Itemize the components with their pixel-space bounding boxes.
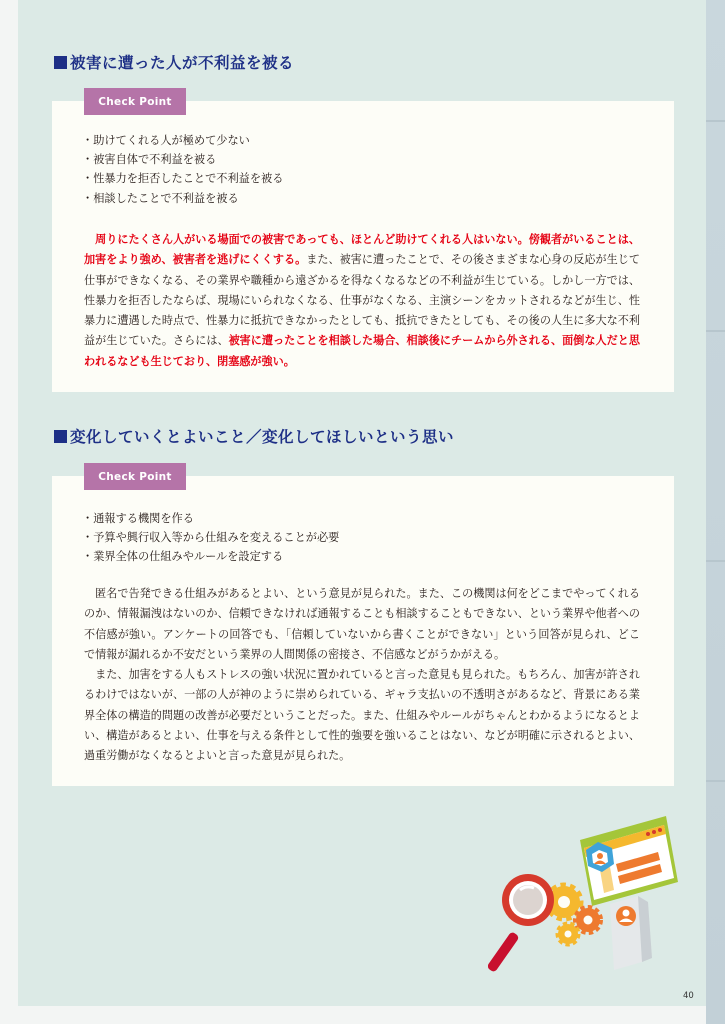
- list-item: ・予算や興行収入等から仕組みを変えることが必要: [82, 531, 340, 545]
- list-item: ・通報する機関を作る: [82, 512, 194, 525]
- side-strip: [706, 0, 725, 1024]
- checklist-2: [82, 509, 339, 567]
- section-heading-2: 変化していくとよいこと／変化してほしいという思い: [54, 425, 454, 447]
- body-text: 匿名で告発できる仕組みがあるとよい、という意見が見られた。また、この機関は何をどこまでやってくれるのか、情報漏洩はないのか、信頼できなければ通報することも相談することもできない、という業界や他者への不信感が強い。アンケートの回答でも、「信頼していないから書くことができない」という回答が見られ、どこで情報が漏れるか不安だという業界の人間関係の密接さ、不信感などがうかがえる。: [84, 587, 640, 661]
- check-point-badge: Check Point: [84, 463, 186, 490]
- magnifier-icon: [488, 874, 554, 973]
- body-text: また、加害をする人もストレスの強い状況に置かれていると言った意見も見られた。もちろん、加害が許されるわけではないが、一部の人が神のように崇められている、ギャラ支払いの不透明さがあるなど、背景にある業界全体の構造的問題の改善が必要だということだった。また、仕組みやルールがちゃんとわかるようになるとよい、構造があるとよい、仕事を与える条件として性的強要を強いることはない、などが明確に示されるとよい、過重労働がなくなるとよいと言った意見が見られた。: [84, 668, 640, 763]
- check-point-badge: Check Point: [84, 88, 186, 115]
- highlight-text: 被害に遭ったことを相談した場合、相談後にチームから外される、面倒な人だと思われるなども生じており、閉塞感が強い。: [84, 334, 640, 368]
- body-paragraph-1: [84, 230, 640, 372]
- square-bullet-icon: [54, 430, 67, 443]
- list-item: ・相談したことで不利益を被る: [82, 191, 239, 205]
- list-item: ・助けてくれる人が極めて少ない: [82, 134, 250, 147]
- body-text: また、被害に遭ったことで、その後さまざまな心身の反応が生じて仕事ができなくなる、その業界や職種から遠ざかるを得なくなるなどの不利益が生じている。しかし一方では、性暴力を拒否したならば、現場にいられなくなる、仕事がなくなる、主演シーンをカットされるなどが生じ、性暴力に遭遇した時点で、性暴力に抵抗できなかったとしても、抵抗できたとしても、その後の人生に多大な不利益が生じていた。さらには、: [84, 253, 641, 348]
- search-analysis-illustration: [488, 812, 696, 982]
- person-icon: [610, 896, 652, 970]
- list-item: ・被害自体で不利益を被る: [82, 153, 217, 167]
- highlight-text: 周りにたくさん人がいる場面での被害であっても、ほとんど助けてくれる人はいない。傍観者がいることは、加害をより強め、被害者を逃げにくくする。: [84, 233, 640, 267]
- list-item: ・性暴力を拒否したことで不利益を被る: [82, 172, 284, 186]
- body-paragraph-2: [84, 584, 640, 767]
- checklist-1: [82, 131, 283, 208]
- page-number: 40: [683, 991, 694, 1001]
- list-item: ・業界全体の仕組みやルールを設定する: [82, 550, 284, 564]
- square-bullet-icon: [54, 56, 67, 69]
- section-heading-1: 被害に遭った人が不利益を被る: [54, 51, 294, 73]
